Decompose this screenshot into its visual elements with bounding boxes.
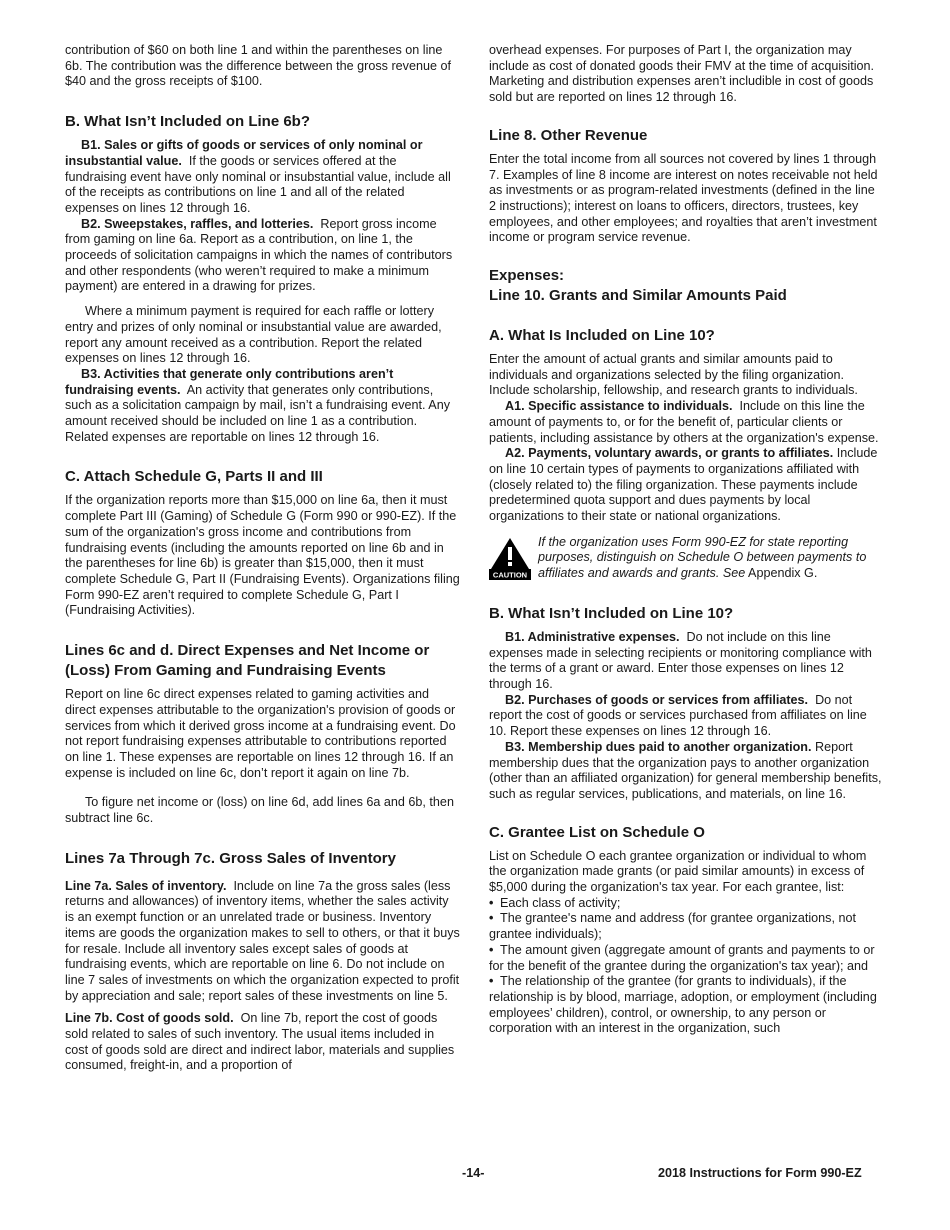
paragraph-a2 [489,446,885,525]
rb2-text: Do not report the cost of goods or services purchased from affiliates on line 10. Report these expenses on lines 12 through 16. [489,692,867,739]
paragraph-6c: Report on line 6c direct expenses related to gaming activities and direct expenses attributable to the organization's provision of goods or services from which it derived gross income at a fundraising event. Do not report fundraising expenses attributable to contributions reported on line 1. These expenses are reportable on lines 12 through 16. If an expense is included on line 6c, don’t report it again on line 7b. [65,687,456,780]
heading-b-not-included-6b: B. What Isn’t Included on Line 6b? [65,113,310,131]
bullet-icon: • [489,974,494,989]
paragraph-a-line-10: Enter the amount of actual grants and similar amounts paid to individuals and organizations selected by the filing organization. Include scholarship, fellowship, and research grants to individuals. [489,352,858,398]
heading-c-grantee-list: C. Grantee List on Schedule O [489,823,705,841]
bullet-text: The grantee's name and address (for grantee organizations, not grantee individuals); [489,911,856,942]
bullet-text: The amount given (aggregate amount of grants and payments to or for the benefit of the grantee during the organization's tax year); and [489,942,875,973]
caution-label: CAUTION [492,570,528,580]
rb3-text: Report membership dues that the organization pays to another organization (other than an affiliated organization) for general membership benefits, such as regular services, publications, and materials, on line 16. [489,739,882,801]
line-7a-text: Include on line 7a the gross sales (less returns and allowances) of inventory items, whether the sales activity is an exempt function or an unrelated trade or business. Inventory items are goods the organization makes to sell to others, or that it buys for resale. Include all inventory sales except sales of goods at fundraising events, which are reportable on line 6. Do not include on line 7 sales of investments on which the organization expected to profit by appreciation and sale; report sales of these investments on line 5. [65,878,460,1003]
paragraph-b2-minimum-payment: Where a minimum payment is required for each raffle or lottery entry and prizes of only nominal or insubstantial value are awarded, report any amount received as a contribution. Report the related expenses on lines 12 through 16. [65,304,442,366]
paragraph-b1 [65,138,460,217]
rb2-lead: B2. Purchases of goods or services from affiliates. [505,692,809,707]
a1-text: Include on this line the amount of payments to, or for the benefit of, particular clients or patients, including assistance by others at the organization's expense. [489,399,879,445]
rb1-lead: B1. Administrative expenses. [505,629,680,644]
intro-paragraph: contribution of $60 on both line 1 and within the parentheses on line 6b. The contribution was the difference between the gross revenue of $40 and the gross receipts of $100. [65,43,451,89]
b2-lead: B2. Sweepstakes, raffles, and lotteries. [81,216,314,231]
heading-a-included-10: A. What Is Included on Line 10? [489,327,715,345]
form-title: 2018 Instructions for Form 990-EZ [658,1166,862,1180]
bullet-icon: • [489,942,494,957]
heading-c-schedule-g: C. Attach Schedule G, Parts II and III [65,468,323,486]
bullet-icon: • [489,895,494,910]
bullet-item [489,911,885,942]
b2-text: Report gross income from gaming on line 6a. Report as a contribution, on line 1, the proceeds of solicitation campaigns in which the names of contributors and other respondents (who weren’t required to make a minimum payment) are entered in a drawing for prizes. [65,216,453,294]
line-7b-lead: Line 7b. Cost of goods sold. [65,1011,234,1026]
expenses-label: Expenses: [489,267,565,285]
page-number: -14- [462,1166,485,1180]
paragraph-overhead-continued: overhead expenses. For purposes of Part I, the organization may include as cost of donated goods their FMV at the time of acquisition. Marketing and distribution expenses aren’t includible in cost of goods sold but are reported on lines 12 through 16. [489,43,875,105]
paragraph-rb1 [489,630,885,693]
paragraph-rb3 [489,740,885,803]
caution-text [538,535,885,582]
heading-lines-7a-7c: Lines 7a Through 7c. Gross Sales of Inventory [65,849,396,867]
paragraph-7b [65,1011,460,1074]
bullet-text: Each class of activity; [500,895,621,910]
caution-note [489,535,885,582]
line-10-title: Line 10. Grants and Similar Amounts Paid [489,287,787,305]
b3-text: An activity that generates only contributions, such as a solicitation campaign by mail, isn’t a fundraising event. Any amount received should be included on line 1 as a contribution. Related expenses are reportable on lines 12 through 16. [65,382,451,444]
paragraph-a1 [489,399,885,446]
heading-b-not-included-10: B. What Isn’t Included on Line 10? [489,604,734,622]
caution-appendix-ref: Appendix G. [748,566,818,581]
bullet-item [489,943,885,974]
line-7b-text: On line 7b, report the cost of goods sold related to sales of such inventory. The usual items included in cost of goods sold are direct and indirect labor, materials and supplies consumed, freight-in, and a proportion of [65,1011,455,1073]
heading-lines-6c-d: Lines 6c and d. Direct Expenses and Net Income or (Loss) From Gaming and Fundraising Events [65,642,430,680]
bullet-item [489,896,885,912]
paragraph-6d: To figure net income or (loss) on line 6d, add lines 6a and 6b, then subtract line 6c. [65,795,454,826]
paragraph-b3 [65,367,460,446]
caution-icon [489,537,531,581]
a1-lead: A1. Specific assistance to individuals. [505,399,733,414]
a2-text: Include on line 10 certain types of payments to organizations affiliated with (closely related to) the filing organization. These payments include predetermined quota support and dues payments by local organizations to their state or national organizations. [489,446,878,524]
rb1-text: Do not include on this line expenses made in selecting recipients or monitoring compliance with the terms of a grant or award. Enter those expenses on lines 12 through 16. [489,629,872,691]
b3-lead: B3. Activities that generate only contributions aren’t fundraising events. [65,366,394,397]
paragraph-7a [65,879,460,1005]
paragraph-grantee-list: List on Schedule O each grantee organization or individual to whom the organization made grants (or paid similar amounts) in excess of $5,000 during the organization's tax year. For each grantee, list: [489,848,867,895]
b1-text: If the goods or services offered at the fundraising event have only nominal or insubstantial value, include all of the receipts as contributions on line 1 and all of the related expenses on lines 12 through 16. [65,153,451,215]
line-7a-lead: Line 7a. Sales of inventory. [65,878,227,893]
heading-line-8: Line 8. Other Revenue [489,126,648,144]
bullet-icon: • [489,911,494,926]
right-column [489,43,885,1037]
bullet-text: The relationship of the grantee (for grants to individuals), if the relationship is by blood, marriage, adoption, or employment (including employees’ children), control, or ownership, to any person or corporation with an interest in the organization, such [489,974,877,1036]
paragraph-rb2 [489,693,885,740]
caution-italic-text: If the organization uses Form 990-EZ for state reporting purposes, distinguish on Schedule O between payments to affiliates and awards and grants. See [538,534,867,581]
rb3-lead: B3. Membership dues paid to another organization. [505,739,812,754]
bullet-item [489,974,885,1037]
left-column [65,43,460,1074]
paragraph-c-schedule-g: If the organization reports more than $15,000 on line 6a, then it must complete Part III (Gaming) of Schedule G (Form 990 or 990-EZ). If the sum of the organization's gross income and contributions from fundraising events (including the amounts reported on line 6b and in the parentheses for line 6b) is greater than $15,000, then it must complete Schedule G, Part II (Fundraising Events). Organizations filing Form 990-EZ aren’t required to complete Schedule G, Part I (Fundraising Activities). [65,493,460,618]
paragraph-b2 [65,217,460,296]
a2-lead: A2. Payments, voluntary awards, or grants to affiliates. [505,446,834,461]
paragraph-line-8: Enter the total income from all sources not covered by lines 1 through 7. Examples of line 8 income are interest on notes receivable not held as investments or as program-related investments (defined in the line 2 instructions); interest on loans to officers, directors, trustees, key employees, and other employees; and royalties that aren’t investment income or program service revenue. [489,151,878,245]
heading-expenses [489,266,885,306]
b1-lead: B1. Sales or gifts of goods or services of only nominal or insubstantial value. [65,138,423,168]
